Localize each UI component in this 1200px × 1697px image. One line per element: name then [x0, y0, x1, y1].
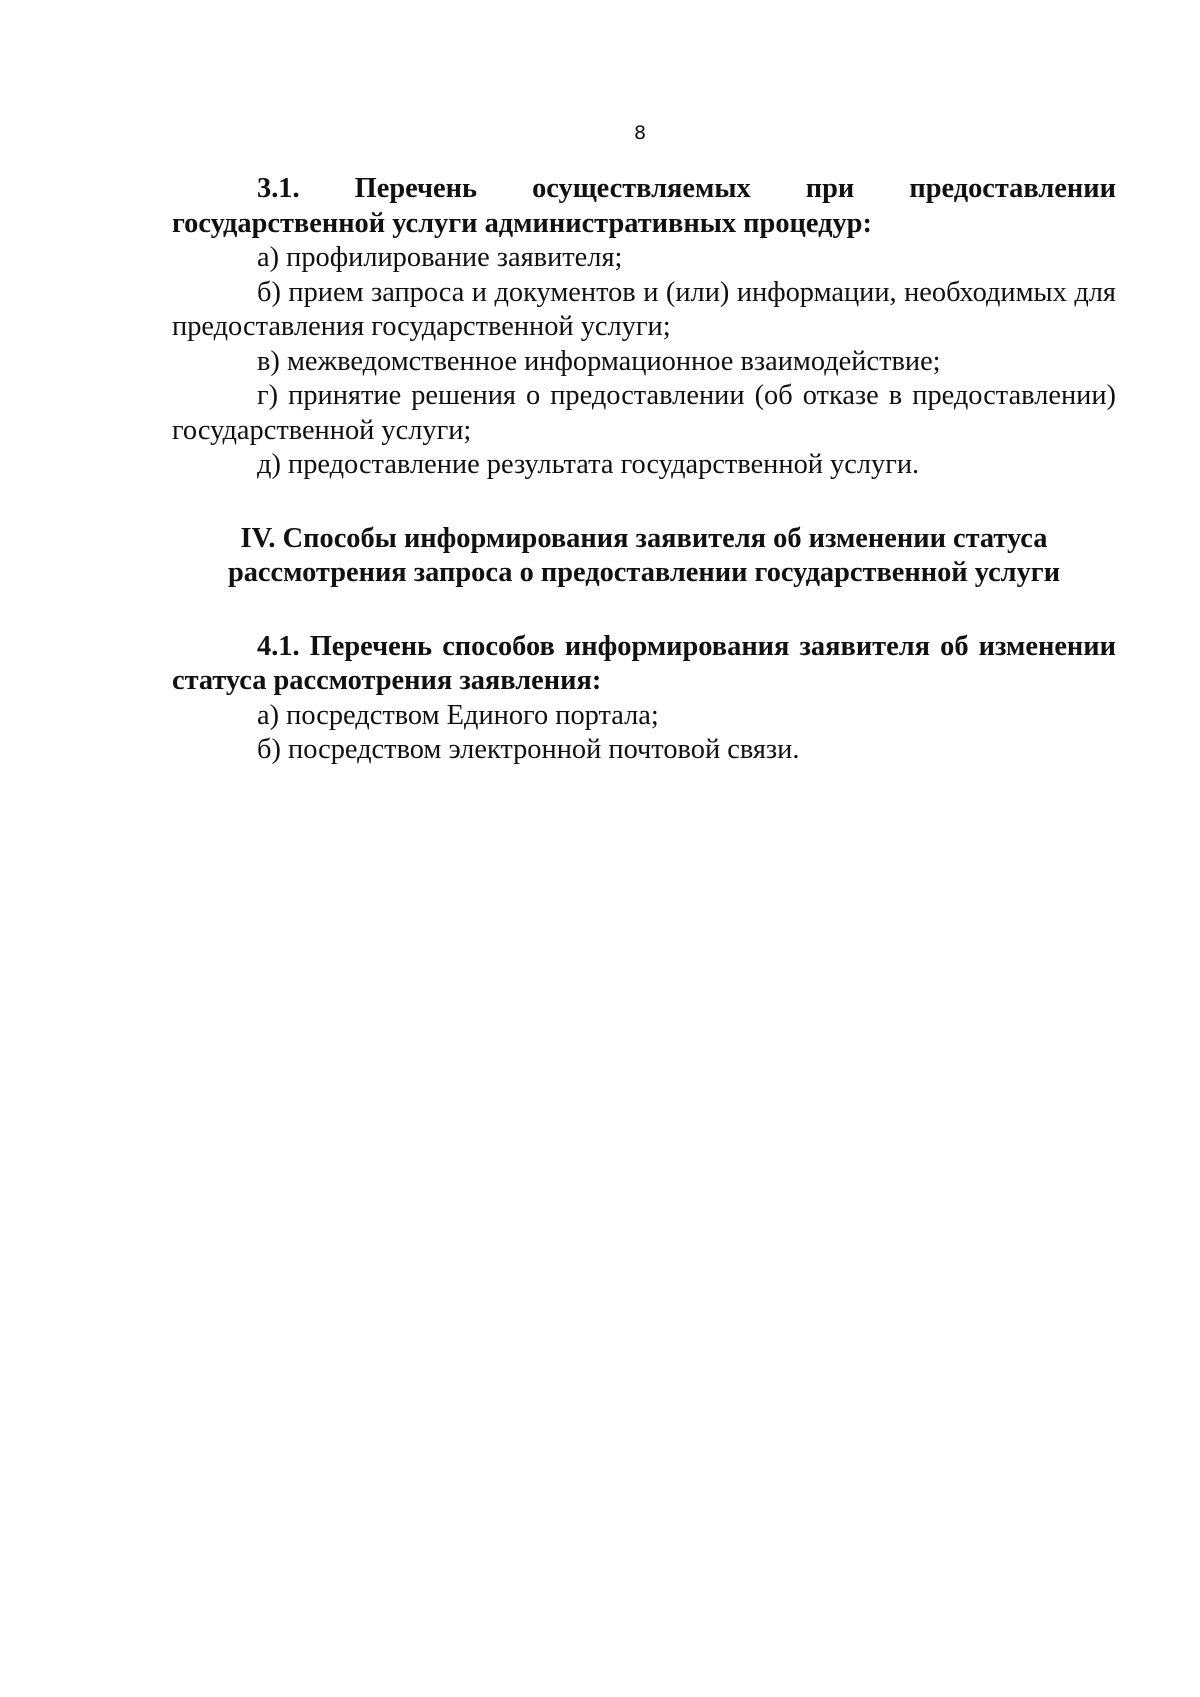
- list-item-4-1-b: б) посредством электронной почтовой связи.: [257, 734, 800, 765]
- section-3-1-number: 3.1.: [257, 173, 300, 204]
- section-iv-heading: [172, 522, 1116, 591]
- list-item-3-1-b-line1: б) прием запроса и документов и (или) информации, необходимых для: [257, 276, 1116, 308]
- list-item-3-1-v: в) межведомственное информационное взаимодействие;: [257, 345, 941, 377]
- section-4-1-heading-line1: 4.1. Перечень способов информирования заявителя об изменении: [257, 630, 1116, 662]
- section-iv-heading-line1: IV. Способы информирования заявителя об изменении статуса: [240, 522, 1048, 554]
- list-item-3-1-a: а) профилирование заявителя;: [257, 242, 623, 273]
- section-3-1-heading-line1: [172, 172, 1116, 207]
- section-3-1-word-2: осуществляемых: [532, 173, 751, 204]
- section-4-1-heading-line2: статуса рассмотрения заявления:: [172, 665, 602, 696]
- section-iv-heading-line2: рассмотрения запроса о предоставлении государственной услуги: [227, 557, 1061, 588]
- section-3-1-word-4: предоставлении: [909, 173, 1116, 204]
- section-3-1-heading-line2: государственной услуги административных процедур:: [172, 207, 872, 239]
- page-number: 8: [633, 122, 647, 144]
- list-item-4-1-a: а) посредством Единого портала;: [257, 699, 659, 731]
- section-3-1-word-3: при: [805, 173, 855, 204]
- document-body: [172, 172, 1116, 768]
- list-item-3-1-b-line2: предоставления государственной услуги;: [172, 311, 671, 342]
- list-item-3-1-g-line1: г) принятие решения о предоставлении (об отказе в предоставлении): [257, 380, 1116, 411]
- list-item-3-1-d: д) предоставление результата государственной услуги.: [257, 449, 920, 480]
- list-item-3-1-g-line2: государственной услуги;: [172, 414, 472, 446]
- section-3-1-word-1: Перечень: [354, 173, 478, 204]
